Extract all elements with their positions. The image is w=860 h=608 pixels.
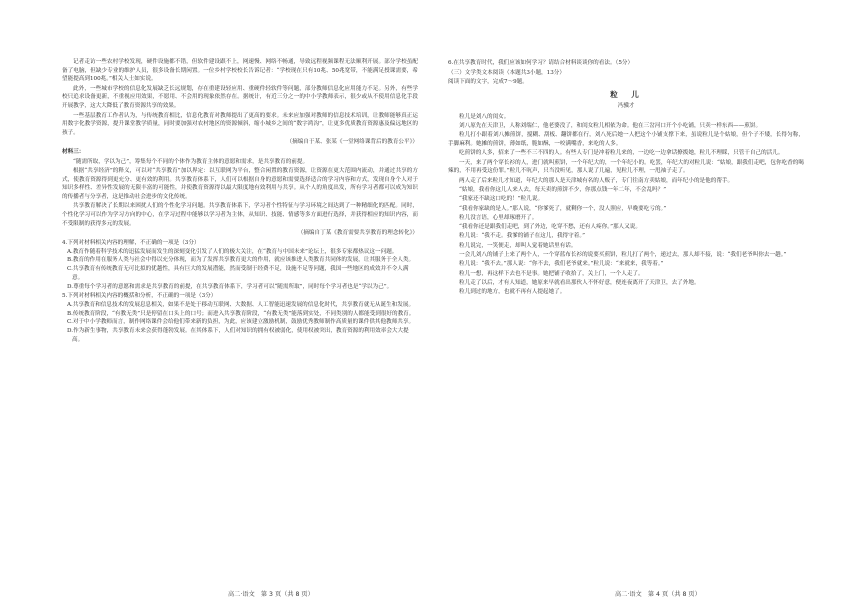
option-5c: C.对于中小学教师而言，制作网络课件会给他们带来新的负担，为此，应该建立激励机制，鼓励优秀教师制作高质量的课件供其他教师共享。 bbox=[67, 319, 415, 326]
text-paragraph: 根据“共享经济”的释义，可以对“共享教育”加以界定：以互联网为平台，整合闲置的教育资源，让资源在更大范围内流动，并通过共享的方式，使教育资源得到更充分、更有效的利用。共享教育体系下，人们可以根据自身的意愿和需要选择适合的学习内容和方式，发现自身个人对于知识多样性、差异性发展的无限丰富的可能性，并使教育资源得以最大限度地有效利用与共享。从个人的角度出发，所有学习者都可以成为知识的传播者与分享者，这是推动社会进步的文化传统。 bbox=[62, 168, 418, 201]
text-paragraph: 此外，一些城市学校的信息化发展缺乏长远规划，存在重建设轻应用、重硬件轻软件等问题，部分教师信息化应用能力不足。另外，有些学校只追求设备更新，不重视应用效果，不愿用、不会用的现象依然存在。据统计，有近三分之一的中小学教师表示，很少或从不使用信息化手段开展教学，这大大降低了教育资源共享的效果。 bbox=[62, 85, 418, 110]
story-paragraph: 粒儿没言语，心里却琢磨开了。 bbox=[459, 214, 538, 221]
page-footer-4: 高二·语文 第 4 页（共 8 页） bbox=[615, 591, 701, 598]
story-paragraph: 粒儿是刘八的闺女。 bbox=[459, 113, 510, 120]
option-5b: B.传统教育阶段，“有教无类”只是停留在口头上的口号；而进入共享教育阶段，“有教无类”能落到实处，不同类别的人都能受到很好的教育。 bbox=[67, 310, 415, 317]
story-paragraph: “姑娘，我看你这儿人来人去，每天卖的煎饼不少，你那点钱一年二年，不会乱吗？” bbox=[459, 186, 667, 193]
story-paragraph: 粒儿打小跟着刘八摊煎饼，搅糊、刮板、翻饼都在行，刘八死后她一人把这个小铺支撑下来，虽说粒儿是个姑娘，但个子不矮，长得匀称，手脚麻利。她摊的煎饼，薄如纸，脆如酥，一咬满嘴香，来吃的人多。 bbox=[448, 132, 804, 147]
story-paragraph: 粒儿说：“我不去。”那人说：“你不去，我们老爷就来。”粒儿说：“来就来，我等着。” bbox=[459, 261, 664, 268]
story-title: 粒 儿 bbox=[610, 90, 642, 100]
option-4d: D.尊重每个学习者的意愿和需求是共享教育的前提，在共享教育体系下，学习者可以“随需所取”，同时每个学习者也是“学以为己”。 bbox=[67, 283, 393, 290]
question-6: 6.在共享教育时代，我们应该如何学习？请结合材料谈谈你的看法。（5分） bbox=[448, 60, 634, 66]
story-paragraph: 吃煎饼的人多，招来了一些不三不四的人。有些人专门是冲着粒儿来的，一边吃一边拿话撩拨她，粒儿不理睬，只管干自己的活儿。 bbox=[459, 150, 784, 157]
story-paragraph: “我看你家缺的是人。”那人说，“你爹死了，就剩你一个，没人照应，早晚要吃亏的。” bbox=[459, 205, 667, 212]
story-paragraph: 一天，来了两个穿长衫的人，进门就叫煎饼，一个年纪大的，一个年纪小的。吃罢，年纪大的对粒儿说：“姑娘，跟我们走吧，包你吃香的喝辣的，不用再受这份罪。”粒儿不吭声，只当没听见，那人说了几遍，见粒儿不理，一甩袖子走了。 bbox=[448, 159, 804, 175]
option-5a: A.共享教育和信息技术的发展息息相关，如果不是处于移动互联网、大数据、人工智能迅速发展的信息化时代，共享教育就无从诞生和发展。 bbox=[67, 301, 415, 308]
option-4c: C.共享教育有传统教育无可比拟的优越性，具有巨大的发展潜能，然而受制于经费不足，设施不足等问题，我国一些地区的成效并不令人满意。 bbox=[67, 266, 409, 281]
story-paragraph: 粒儿走了以后，才有人知道，她原来早就看出那伙人不怀好意，便连夜离开了天津卫，去了外地。 bbox=[459, 280, 700, 286]
source-citation: （摘编自丁某《教育需要共享教育的理念转化》） bbox=[297, 230, 418, 237]
story-paragraph: 粒儿说完，一笑便走，却叫人觉着她话里有话。 bbox=[459, 242, 577, 249]
text-paragraph: 共享教育解决了长期以来困扰人们的个性化学习问题。共享教育体系下，学习者个性特征与学习环境之间达到了一种精细化的匹配。同时，个性化学习可以作为学习方向的中心，在学习过程中能够以学习者为主体，从知识、技能、情感等多方面进行选择，并获得相应的知识内容，而不受限制的获得多元的发展。 bbox=[62, 203, 418, 227]
story-author: 冯骥才 bbox=[617, 102, 635, 109]
story-paragraph: 一会儿刘八的铺子上来了两个人，一个穿蓝布长衫的说要买煎饼，粒儿打了两个，递过去，那人却不接，说：“我们老爷叫你去一趟。” bbox=[459, 252, 787, 259]
story-paragraph: “我看你还是跟我们走吧，到了外边，吃穿不愁，还有人疼你。”那人又说。 bbox=[459, 224, 641, 231]
page-3 bbox=[62, 58, 418, 578]
story-paragraph: “我家还不缺这口吃的！”粒儿说。 bbox=[459, 196, 544, 203]
source-citation: （摘编自于某、张某《一堂网络课背后的教育公平》） bbox=[286, 139, 418, 146]
page-4 bbox=[448, 58, 804, 578]
option-5d: D.作为新生事物，共享教育未来会获得蓬勃发展。在其体系下，人们对知识的拥有权被弱化，使用权被突出，教育资源的利用效率会大大提高。 bbox=[67, 328, 409, 343]
story-paragraph: 粒儿说：“我不走。我爹的铺子在这儿，我得守着。” bbox=[459, 233, 585, 240]
question-4: 4.下列对材料相关内容的理解，不正确的一项是（3分） bbox=[62, 239, 200, 246]
option-4a: A.教育作随着科学技术的迅猛发展而发生的深刻变化引发了人们的极大关注，在“教育与中国未来”论坛上，很多专家都热议这一问题。 bbox=[67, 248, 398, 255]
question-5: 5.下列对材料相关内容的概括和分析，不正确的一项是（3分） bbox=[62, 293, 217, 300]
material-heading: 材料三： bbox=[62, 148, 85, 155]
section-heading: （三）文学类文本阅读（本题共3小题，13分） bbox=[448, 69, 565, 76]
text-paragraph: 一些基层教育工作者认为，与传统教育相比，信息化教育对教师提出了更高的要求。未来应加强对教师的信息技术培训，让教师能够真正运用数字化教学资源，提升课堂教学质量，同时要加强对农村地区的资源倾斜，缩小城乡之间的“数字鸿沟”，让更多优质教育资源惠及偏远地区的孩子。 bbox=[62, 112, 418, 136]
option-4b: B.教育的作用在服务人类与社会中得以充分体现，而为了发挥共享教育更大的作用，就应该推进人类教育共同体的发展，让其服务于全人类。 bbox=[67, 257, 415, 264]
story-paragraph: 两人走了后来粒儿才知道，年纪大的那人是天津城有名的人贩子，专门往南方卖姑娘，而年纪小的是他的帮手。 bbox=[459, 177, 734, 184]
left-paragraphs bbox=[62, 58, 418, 138]
page-footer-3: 高二·语文 第 3 页（共 8 页） bbox=[228, 591, 314, 598]
text-paragraph: 记者走访一些农村学校发现，硬件设施都不错，但软件建设跟不上，网速慢、网络不畅通，导致远程视频课程无法顺利开展。部分学校虽配备了电脑，但缺少专业的维护人员，很多设备长期闲置。一位乡村学校校长告诉记者：“学校现在只有10兆、50兆宽带，不能满足授课需要，希望能提高到100兆。”相关人士如实说。 bbox=[62, 59, 418, 83]
story-paragraph: 粒儿到过的地方，也就不再有人提起她了。 bbox=[459, 289, 566, 296]
story-paragraph: 粒儿一想，再这样下去也不是事。她把铺子收拾了，关上门，一个人走了。 bbox=[459, 270, 644, 277]
reading-instruction: 阅读下面的文字，完成7～9题。 bbox=[448, 79, 528, 86]
text-paragraph: “随需所取，学以为己”，筹集每个不同的个体作为教育主体的意愿和需求，是共享教育的前提。 bbox=[73, 158, 309, 165]
story-paragraph: 刘八原先在天津卫，人称刘端仁，他老婆没了，和闺女粒儿相依为命。他在三岔河口开个小吃铺，只卖一样东西——煎饼。 bbox=[459, 122, 762, 129]
